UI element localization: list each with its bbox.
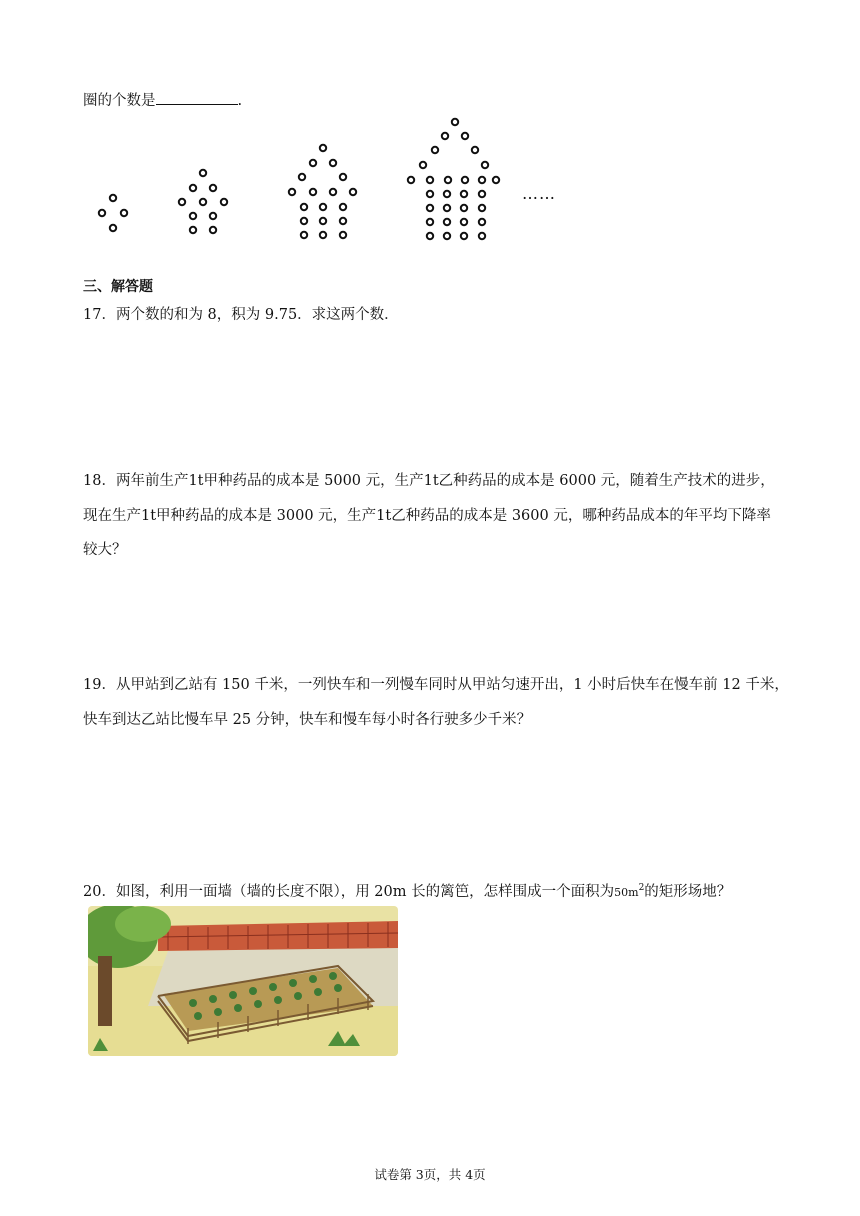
pattern-ring — [479, 205, 485, 211]
pattern-ring — [121, 210, 127, 216]
pattern-ring — [330, 189, 336, 195]
circle-pattern-figure — [0, 110, 600, 250]
pattern-ring — [110, 195, 116, 201]
pattern-ring — [200, 170, 206, 176]
q16-answer-line — [83, 90, 242, 111]
section-title: 三、解答题 — [83, 279, 153, 295]
q19-text-1: 从甲站到乙站有 150 千米，一列快车和一列慢车同时从甲站匀速开出，1 小时后快车在慢车前 12 千米， — [115, 677, 789, 693]
pattern-ring — [301, 218, 307, 224]
q16-text: 圈的个数是 — [83, 93, 156, 109]
pattern-ring — [479, 233, 485, 239]
pattern-ring — [444, 191, 450, 197]
pattern-ring — [320, 145, 326, 151]
pattern-ring — [427, 205, 433, 211]
q20-text-b: 的矩形场地？ — [644, 883, 732, 900]
answer-blank[interactable] — [156, 90, 238, 105]
pattern-ring — [444, 219, 450, 225]
pattern-ring — [472, 147, 478, 153]
pattern-ring — [452, 119, 458, 125]
pattern-ring — [320, 232, 326, 238]
pattern-ring — [301, 204, 307, 210]
pattern-ring — [461, 191, 467, 197]
pattern-ring — [493, 177, 499, 183]
pattern-ring — [350, 189, 356, 195]
pattern-ring — [221, 199, 227, 205]
q17-text: 两个数的和为 8，积为 9.75．求这两个数． — [115, 307, 399, 323]
pattern-ring — [444, 205, 450, 211]
q17-number: 17． — [83, 307, 116, 323]
pattern-ring — [445, 177, 451, 183]
pattern-ring — [461, 219, 467, 225]
pattern-ring — [320, 218, 326, 224]
pattern-ring — [110, 225, 116, 231]
pattern-ring — [432, 147, 438, 153]
pattern-ring — [190, 185, 196, 191]
pattern-ring — [340, 174, 346, 180]
q20-number: 20． — [83, 883, 116, 900]
pattern-ring — [461, 233, 467, 239]
pattern-ring — [330, 160, 336, 166]
pattern-ring — [479, 191, 485, 197]
page-footer: 试卷第 3页，共 4页 — [374, 1167, 486, 1182]
pattern-ring — [420, 162, 426, 168]
pattern-ring — [310, 189, 316, 195]
q18-number: 18． — [83, 473, 116, 489]
pattern-ring — [200, 199, 206, 205]
pattern-ellipsis: …… — [522, 184, 556, 203]
pattern-ring — [310, 160, 316, 166]
q20-text-a: 如图，利用一面墙（墙的长度不限），用 20m 长的篱笆，怎样围成一个面积为 — [115, 883, 615, 900]
question-19-line-1 — [83, 675, 789, 695]
question-17 — [83, 305, 399, 325]
pattern-ring — [190, 227, 196, 233]
pattern-ring — [461, 205, 467, 211]
question-20 — [83, 878, 731, 903]
pattern-ring — [444, 233, 450, 239]
pattern-ring — [427, 233, 433, 239]
fence-wall-illustration — [88, 906, 398, 1056]
pattern-ring — [427, 191, 433, 197]
pattern-ring — [442, 133, 448, 139]
pattern-ring — [210, 213, 216, 219]
pattern-ring — [190, 213, 196, 219]
pattern-ring — [299, 174, 305, 180]
pattern-ring — [99, 210, 105, 216]
pattern-ring — [427, 219, 433, 225]
q20-area-sup: 2 — [638, 883, 645, 893]
pattern-ring — [408, 177, 414, 183]
pattern-ring — [479, 219, 485, 225]
question-18-line-1 — [83, 471, 775, 491]
pattern-ring — [179, 199, 185, 205]
q20-area: 50m — [614, 885, 639, 899]
q16-end: . — [237, 93, 243, 109]
pattern-ring — [210, 227, 216, 233]
pattern-ring — [289, 189, 295, 195]
q18-text-2: 现在生产1t甲种药品的成本是 3000 元，生产1t乙种药品的成本是 3600 元，哪种药品成本的年平均下降率 — [83, 508, 771, 524]
q19-text-2: 快车到达乙站比慢车早 25 分钟，快车和慢车每小时各行驶多少千米？ — [83, 712, 532, 728]
pattern-ring — [462, 177, 468, 183]
pattern-ring — [340, 218, 346, 224]
q19-number: 19． — [83, 677, 116, 693]
q18-text-3: 较大？ — [83, 542, 127, 558]
pattern-ring — [427, 177, 433, 183]
pattern-ring — [320, 204, 326, 210]
pattern-ring — [462, 133, 468, 139]
pattern-ring — [340, 232, 346, 238]
q18-text-1: 两年前生产1t甲种药品的成本是 5000 元，生产1t乙种药品的成本是 6000 元，随着生产技术的进步， — [115, 473, 775, 489]
pattern-ring — [482, 162, 488, 168]
pattern-ring — [301, 232, 307, 238]
pattern-ring — [479, 177, 485, 183]
pattern-ring — [210, 185, 216, 191]
pattern-ring — [340, 204, 346, 210]
